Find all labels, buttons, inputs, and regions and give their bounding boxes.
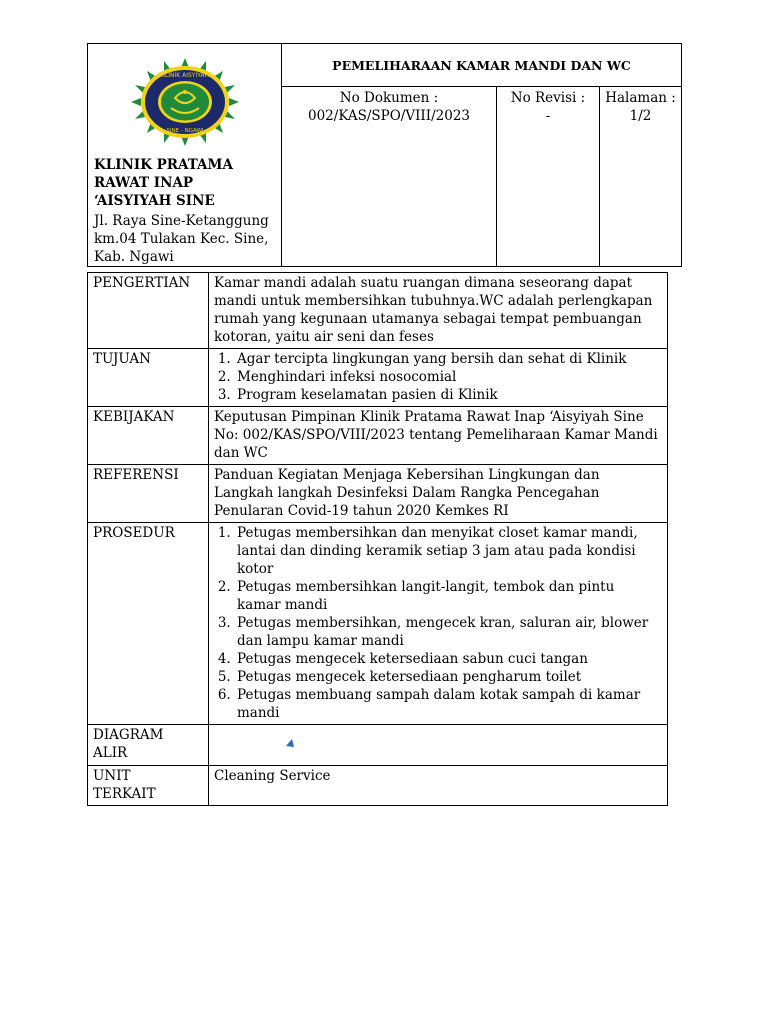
- tujuan-label: TUJUAN: [88, 349, 209, 407]
- list-item: 2. Menghindari infeksi nosocomial: [235, 368, 662, 386]
- kebijakan-text: Keputusan Pimpinan Klinik Pratama Rawat Inap ‘Aisyiyah Sine No: 002/KAS/SPO/VIII/2023 tentang Pemeliharaan Kamar Mandi dan WC: [209, 407, 668, 465]
- document-title: PEMELIHARAAN KAMAR MANDI DAN WC: [282, 44, 682, 87]
- revision-value: -: [545, 108, 551, 124]
- revision-cell: [497, 87, 600, 267]
- unit-terkait-text: Cleaning Service: [209, 766, 668, 806]
- page-label: Halaman :: [605, 90, 676, 106]
- row-diagram-alir: [88, 725, 668, 766]
- list-item: 2. Petugas membersihkan langit-langit, tembok dan pintu kamar mandi: [235, 578, 662, 614]
- sop-content-table: [87, 272, 668, 806]
- list-item: 1. Agar tercipta lingkungan yang bersih dan sehat di Klinik: [235, 350, 662, 368]
- revision-label: No Revisi :: [510, 90, 586, 106]
- pengertian-label: PENGERTIAN: [88, 273, 209, 349]
- row-pengertian: [88, 273, 668, 349]
- list-item: 3. Program keselamatan pasien di Klinik: [235, 386, 662, 404]
- row-tujuan: [88, 349, 668, 407]
- referensi-text: Panduan Kegiatan Menjaga Kebersihan Lingkungan dan Langkah langkah Desinfeksi Dalam Rangka Pencegahan Penularan Covid-19 tahun 2020 Kemkes RI: [209, 465, 668, 523]
- logo-top-text: KLINIK AISYIYAH: [160, 72, 209, 79]
- document-number-cell: [282, 87, 497, 267]
- clinic-logo-icon: [131, 58, 239, 146]
- pengertian-text: Kamar mandi adalah suatu ruangan dimana seseorang dapat mandi untuk membersihkan tubuhnya.WC adalah perlengkapan rumah yang kegunaan utamanya sebagai tempat pembuangan kotoran, yaitu air seni dan feses: [209, 273, 668, 349]
- list-item: 1. Petugas membersihkan dan menyikat closet kamar mandi, lantai dan dinding keramik setiap 3 jam atau pada kondisi kotor: [235, 524, 662, 578]
- prosedur-list-cell: [209, 523, 668, 725]
- clinic-logo: [88, 44, 281, 152]
- tujuan-list: [214, 350, 662, 404]
- referensi-label: REFERENSI: [88, 465, 209, 523]
- row-prosedur: [88, 523, 668, 725]
- prosedur-label: PROSEDUR: [88, 523, 209, 725]
- logo-bottom-text: SINE - NGAWI: [165, 128, 204, 134]
- clinic-name: KLINIK PRATAMA RAWAT INAP ‘AISYIYAH SINE: [94, 157, 233, 209]
- clinic-identity-cell: [88, 44, 282, 267]
- list-item: 4. Petugas mengecek ketersediaan sabun cuci tangan: [235, 650, 662, 668]
- row-unit-terkait: [88, 766, 668, 806]
- document-number-value: 002/KAS/SPO/VIII/2023: [308, 108, 470, 124]
- document-number-label: No Dokumen :: [339, 90, 439, 106]
- tujuan-list-cell: [209, 349, 668, 407]
- diagram-marker-icon: [284, 739, 296, 749]
- page-cell: [600, 87, 682, 267]
- kebijakan-label: KEBIJAKAN: [88, 407, 209, 465]
- prosedur-list: [214, 524, 662, 722]
- list-item: 6. Petugas membuang sampah dalam kotak sampah di kamar mandi: [235, 686, 662, 722]
- page-value: 1/2: [629, 108, 652, 124]
- row-kebijakan: [88, 407, 668, 465]
- clinic-address: Jl. Raya Sine-Ketanggung km.04 Tulakan Kec. Sine, Kab. Ngawi: [94, 213, 269, 265]
- list-item: 5. Petugas mengecek ketersediaan pengharum toilet: [235, 668, 662, 686]
- unit-terkait-label: UNIT TERKAIT: [88, 766, 209, 806]
- document-header-table: [87, 43, 682, 267]
- diagram-alir-label: DIAGRAM ALIR: [88, 725, 209, 766]
- row-referensi: [88, 465, 668, 523]
- diagram-alir-cell: [209, 725, 668, 766]
- list-item: 3. Petugas membersihkan, mengecek kran, saluran air, blower dan lampu kamar mandi: [235, 614, 662, 650]
